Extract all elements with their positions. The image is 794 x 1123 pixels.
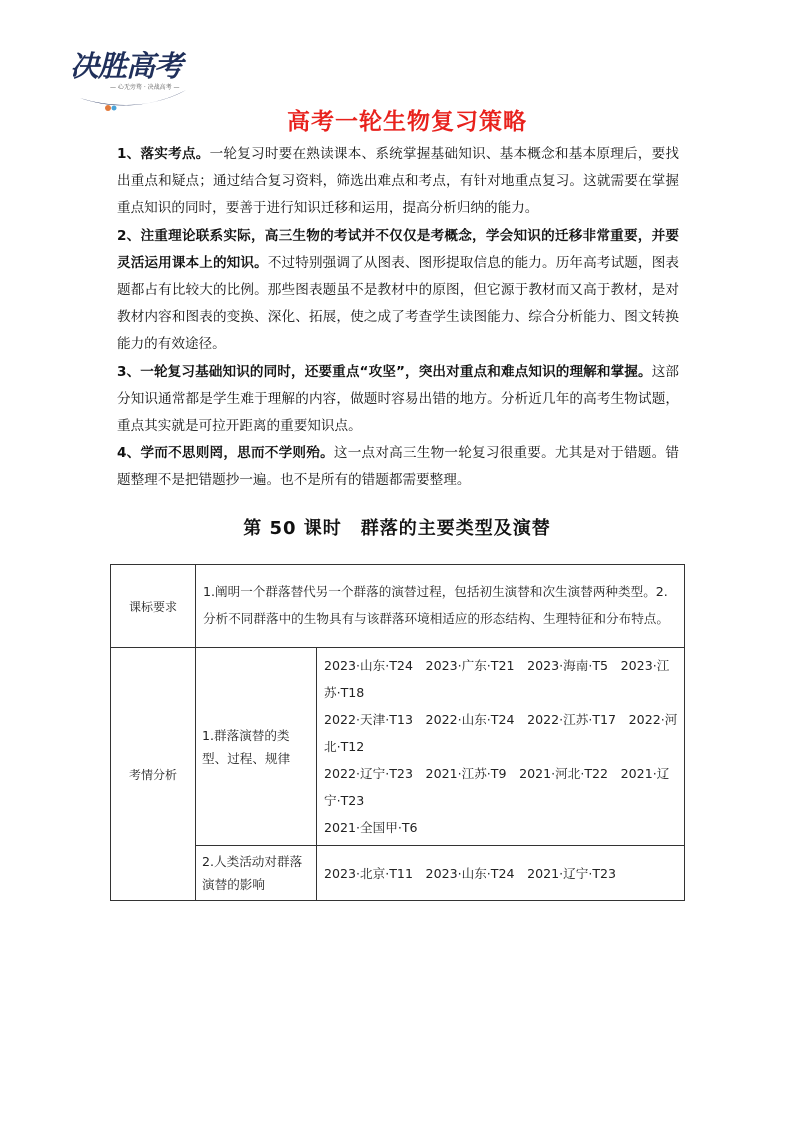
exam-line: 2023·山东·T24 2023·广东·T21 2023·海南·T5 2023·江苏·T18 — [324, 658, 670, 700]
lesson-title: 第 50 课时 群落的主要类型及演替 — [243, 518, 551, 539]
requirement-text: 1.阐明一个群落替代另一个群落的演替过程，包括初生演替和次生演替两种类型。2.分析不同群落中的生物具有与该群落环境相适应的形态结构、生理特征和分布特点。 — [196, 565, 685, 648]
strategy-paragraph: 3、一轮复习基础知识的同时，还要重点“攻坚”，突出对重点和难点知识的理解和掌握。这部分知识通常都是学生难于理解的内容，做题时容易出错的地方。分析近几年的高考生物试题，重点其实就是可拉开距离的重要知识点。 — [117, 363, 680, 435]
logo-text: 决胜高考 — [70, 49, 183, 83]
table-row — [111, 846, 685, 901]
exam-list — [317, 846, 685, 901]
table-row — [111, 565, 685, 648]
exam-line: 2022·天津·T13 2022·山东·T24 2022·江苏·T17 2022·河北·T12 — [324, 712, 678, 754]
topic-name: 1.群落演替的类型、过程、规律 — [196, 648, 317, 846]
exam-line: 2021·全国甲·T6 — [324, 820, 418, 835]
exam-line: 2022·辽宁·T23 2021·江苏·T9 2021·河北·T22 2021·辽宁·T23 — [324, 766, 670, 808]
exam-list — [317, 648, 685, 846]
logo-subtitle: — 心无旁骛 · 决战高考 — — [110, 84, 180, 91]
strategy-paragraph: 1、落实考点。一轮复习时要在熟读课本、系统掌握基础知识、基本概念和基本原理后，要找出重点和疑点；通过结合复习资料，筛选出难点和考点，有针对地重点复习。这就需要在掌握重点知识的同时，要善于进行知识迁移和运用，提高分析归纳的能力。 — [117, 146, 679, 217]
topic-name: 2.人类活动对群落演替的影响 — [196, 846, 317, 901]
analysis-label: 考情分析 — [111, 648, 196, 901]
requirement-label: 课标要求 — [111, 565, 196, 648]
table-row — [111, 648, 685, 846]
strategy-paragraph: 2、注重理论联系实际，高三生物的考试并不仅仅是考概念，学会知识的迁移非常重要，并要灵活运用课本上的知识。不过特别强调了从图表、图形提取信息的能力。历年高考试题，图表题都占有比较大的比例。那些图表题虽不是教材中的原图，但它源于教材而又高于教材，是对教材内容和图表的变换、深化、拓展，使之成了考查学生读图能力、综合分析能力、图文转换能力的有效途径。 — [117, 227, 679, 353]
curriculum-table — [110, 564, 685, 901]
strategy-paragraph: 4、学而不思则罔，思而不学则殆。这一点对高三生物一轮复习很重要。尤其是对于错题。错题整理不是把错题抄一遍。也不是所有的错题都需要整理。 — [117, 445, 680, 489]
page-title: 高考一轮生物复习策略 — [287, 109, 527, 135]
exam-line: 2023·北京·T11 2023·山东·T24 2021·辽宁·T23 — [324, 865, 617, 881]
strategy-section — [117, 141, 679, 495]
